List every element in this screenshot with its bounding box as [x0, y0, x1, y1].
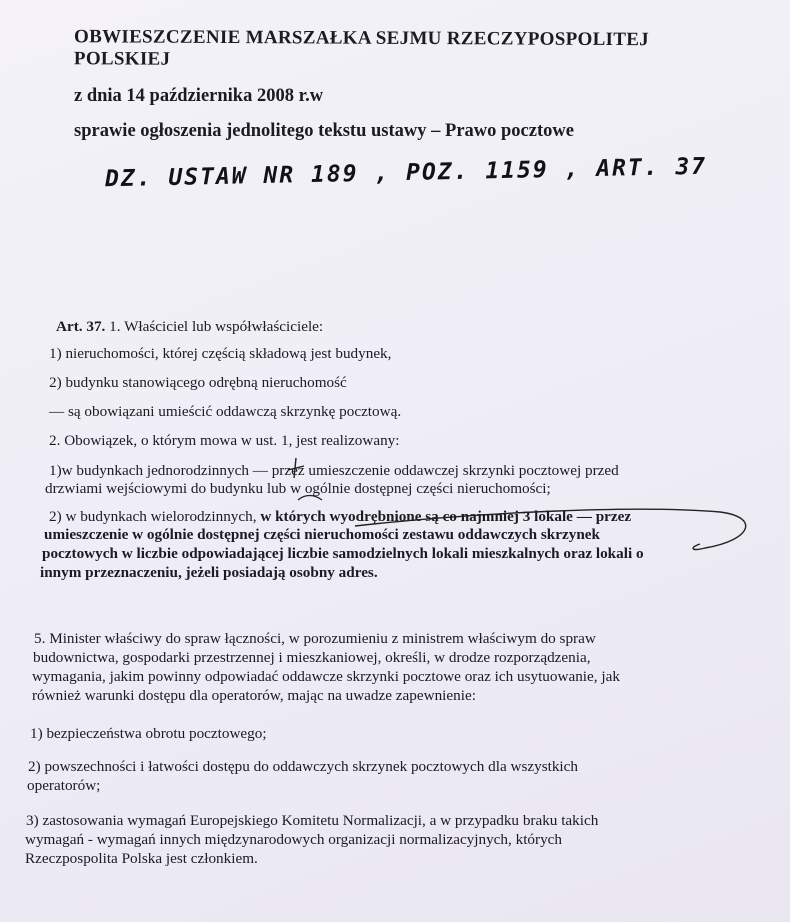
section5-item2-line1: 2) powszechności i łatwości dostępu do oddawczych skrzynek pocztowych dla wszystkich: [28, 758, 578, 775]
section5-item3-line3: Rzeczpospolita Polska jest członkiem.: [25, 850, 258, 867]
article-point-3: — są obowiązani umieścić oddawczą skrzynkę pocztową.: [49, 403, 402, 420]
section5-line1: 5. Minister właściwy do spraw łączności, w porozumieniu z ministrem właściwym do spraw: [34, 630, 596, 647]
article-number: Art. 37.: [56, 318, 106, 335]
article-p2-item1-line2: drzwiami wejściowymi do budynku lub w ogólnie dostępnej części nieruchomości;: [45, 480, 551, 497]
document-title: [74, 26, 764, 74]
article-p2-item2-line3: pocztowych w liczbie odpowiadającej liczbie samodzielnych lokali mieszkalnych oraz lokali o: [42, 545, 644, 562]
article-point-2: 2) budynku stanowiącego odrębną nieruchomość: [49, 374, 347, 391]
date-line: z dnia 14 października 2008 r.w: [74, 86, 324, 106]
article-p2-item2-line1: [49, 508, 631, 525]
section5-item3-line1: 3) zastosowania wymagań Europejskiego Komitetu Normalizacji, a w przypadku braku takich: [26, 812, 599, 829]
article-p2-item2-line4: innym przeznaczeniu, jeżeli posiadają osobny adres.: [40, 564, 378, 581]
section5-line3: wymagania, jakim powinny odpowiadać oddawcze skrzynki pocztowe oraz ich usytuowanie, jak: [32, 668, 620, 685]
handwritten-note: DZ. USTAW NR 189 , POZ. 1159 , ART. 37: [104, 153, 708, 193]
section5-line4: również warunki dostępu dla operatorów, mając na uwadze zapewnienie:: [32, 687, 476, 704]
item2-normal: 2) w budynkach wielorodzinnych,: [49, 508, 261, 525]
section5-line2: budownictwa, gospodarki przestrzennej i mieszkaniowej, określi, w drodze rozporządzenia,: [33, 649, 591, 666]
subject-line: sprawie ogłoszenia jednolitego tekstu ustawy – Prawo pocztowe: [74, 121, 574, 141]
article-intro: [56, 318, 323, 335]
article-p2-item2-line2: umieszczenie w ogólnie dostępnej części nieruchomości zestawu oddawczych skrzynek: [44, 526, 600, 543]
section5-item3-line2: wymagań - wymagań innych międzynarodowych organizacji normalizacyjnych, których: [25, 831, 563, 848]
article-p2-item1-line1: 1)w budynkach jednorodzinnych — przez umieszczenie oddawczej skrzynki pocztowej przed: [49, 462, 619, 479]
section5-item2-line2: operatorów;: [27, 777, 101, 794]
item2-bold: w których wyodrębnione są co najmniej 3 lokale — przez: [260, 508, 632, 525]
article-point-1: 1) nieruchomości, której częścią składową jest budynek,: [49, 345, 392, 362]
article-intro-text: 1. Właściciel lub współwłaściciele:: [105, 318, 324, 335]
article-paragraph-2: 2. Obowiązek, o którym mowa w ust. 1, jest realizowany:: [49, 432, 400, 449]
title-line-1: OBWIESZCZENIE MARSZAŁKA SEJMU RZECZYPOSPOLITEJ: [74, 26, 650, 51]
title-line-2: POLSKIEJ: [73, 48, 171, 70]
section5-item1: 1) bezpieczeństwa obrotu pocztowego;: [30, 725, 267, 742]
